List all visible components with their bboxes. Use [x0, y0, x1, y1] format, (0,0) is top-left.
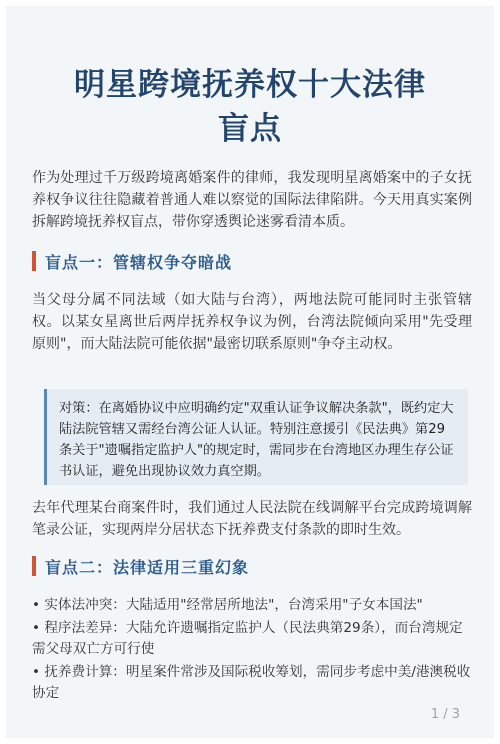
title-line-1: 明星跨境抚养权十大法律 — [74, 67, 426, 103]
intro-paragraph: 作为处理过千万级跨境离婚案件的律师，我发现明星离婚案中的子女抚养权争议往往隐藏着普通人难以察觉的国际法律陷阱。今天用真实案例拆解跨境抚养权盲点，带你穿透舆论迷雾看清本质。 — [32, 170, 472, 230]
bullet-item: • 程序法差异：大陆允许遗嘱指定监护人（民法典第29条），而台湾规定需父母双亡方可行使 — [32, 620, 463, 657]
accent-bar — [32, 556, 36, 576]
page-indicator: 1 / 3 — [430, 707, 460, 722]
section-1-body: 当父母分属不同法域（如大陆与台湾），两地法院可能同时主张管辖权。以某女星离世后两岸抚养权争议为例，台湾法院倾向采用"先受理原则"，而大陆法院可能依据"最密切联系原则"争夺主动权。 — [32, 292, 472, 352]
section-2-title: 盲点二：法律适用三重幻象 — [45, 557, 250, 577]
section-2-heading — [32, 553, 472, 579]
title-line-2: 盲点 — [218, 111, 282, 147]
bullet-item: • 实体法冲突：大陆适用"经常居所地法"，台湾采用"子女本国法" — [32, 597, 423, 613]
bullet-list — [32, 595, 472, 706]
section-1-title: 盲点一：管辖权争夺暗战 — [45, 252, 233, 272]
case-paragraph: 去年代理某台商案件时，我们通过人民法院在线调解平台完成跨境调解笔录公证，实现两岸分居状态下抚养费支付条款的即时生效。 — [32, 500, 472, 538]
accent-bar — [32, 251, 36, 271]
strategy-callout: 对策：在离婚协议中应明确约定"双重认证争议解决条款"，既约定大陆法院管辖又需经台湾公证人认证。特别注意援引《民法典》第29条关于"遗嘱指定监护人"的规定时，需同步在台湾地区办理生存公证书认证，避免出现协议效力真空期。 — [44, 389, 468, 485]
section-1-heading — [32, 248, 472, 274]
bullet-item: • 抚养费计算：明星案件常涉及国际税收筹划，需同步考虑中美/港澳税收协定 — [32, 664, 471, 701]
article-title — [26, 63, 474, 151]
article-page — [6, 6, 494, 738]
